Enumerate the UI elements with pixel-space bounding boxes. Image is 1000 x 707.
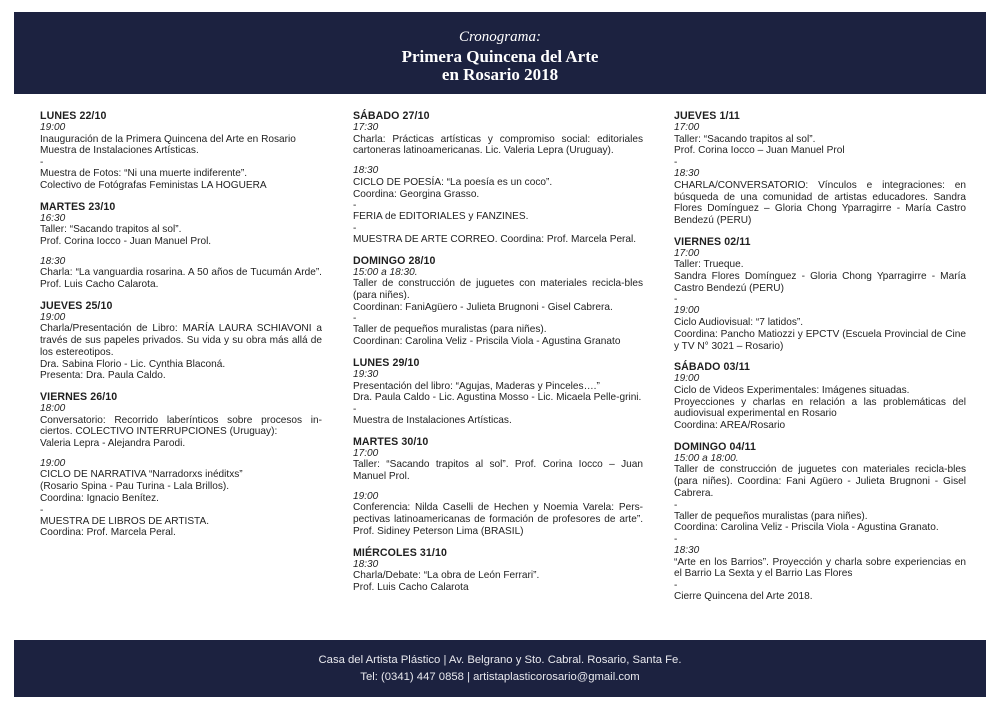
event-time: 17:00 [674, 247, 700, 259]
header-title-line1: Primera Quincena del Arte [401, 47, 599, 66]
event-time: 19:00 [40, 311, 66, 323]
event-text: Conversatorio: Recorrido laberínticos sobre procesos in-ciertos. COLECTIVO INTERRUPCIONES (Uruguay): [40, 414, 322, 438]
event-text: Coordina: Georgina Grasso. [353, 188, 480, 200]
separator-dash: - [40, 157, 44, 169]
event-text: Taller de pequeños muralistas (para niñes). [353, 324, 547, 336]
event-time: 17:00 [353, 447, 379, 459]
day-title: MARTES 30/10 [353, 435, 429, 448]
day-title: VIERNES 26/10 [40, 390, 118, 403]
day-entry [40, 300, 322, 382]
event-time: 16:30 [40, 212, 66, 224]
event-time: 19:00 [674, 373, 700, 385]
day-entry [40, 201, 322, 291]
event-text: “Arte en los Barrios”. Proyección y charla sobre experiencias en el Barrio La Sexta y el Barrio Las Flores [674, 556, 966, 580]
event-time: 17:00 [674, 122, 700, 133]
day-title: JUEVES 1/11 [674, 110, 740, 122]
day-entry [674, 236, 966, 353]
event-text: Taller: “Sacando trapitos al sol”. [674, 133, 816, 145]
event-text: Prof. Luis Cacho Calarota [353, 581, 469, 593]
event-text: Presenta: Dra. Paula Caldo. [40, 370, 166, 382]
day-title: VIERNES 02/11 [674, 235, 751, 248]
event-time: 18:30 [353, 165, 379, 177]
day-title: DOMINGO 04/11 [674, 440, 756, 453]
event-text: Sandra Flores Domínguez - Gloria Chong Yparragirre - María Castro Bendezú (PERU) [674, 271, 966, 294]
event-text: MUESTRA DE ARTE CORREO. Coordina: Prof. Marcela Peral. [353, 233, 637, 245]
event-time: 18:30 [674, 544, 700, 556]
event-text: Presentación del libro: “Agujas, Maderas y Pinceles….” [353, 380, 600, 392]
day-entry [353, 110, 643, 246]
event-text: Coordina: Pancho Matiozzi y EPCTV (Escuela Provincial de Cine y TV N° 3021 – Rosario) [674, 328, 966, 352]
event-text: CICLO DE POESÍA: “La poesía es un coco”. [353, 176, 553, 188]
day-title: LUNES 29/10 [353, 356, 420, 369]
event-text: Dra. Sabina Florio - Lic. Cynthia Blaconá. [40, 358, 226, 370]
event-text: Coordinan: FaniAgüero - Julieta Brugnoni - Gisel Cabrera. [353, 301, 613, 313]
schedule-column-2 [353, 110, 643, 603]
event-time: 19:00 [353, 490, 379, 502]
day-title: JUEVES 25/10 [40, 299, 113, 312]
event-text: Dra. Paula Caldo - Lic. Agustina Mosso - Lic. Micaela Pelle-grini. [353, 392, 642, 404]
header-title-line2: en Rosario 2018 [441, 65, 559, 84]
spacer [40, 248, 322, 256]
event-text: Charla/Debate: “La obra de León Ferrari”. [353, 570, 540, 582]
event-text: MUESTRA DE LIBROS DE ARTISTA. [40, 515, 210, 527]
event-text: Coordina: Prof. Marcela Peral. [40, 527, 176, 539]
event-text: Taller: “Sacando trapitos al sol”. Prof. Corina Iocco – Juan Manuel Prol. [353, 459, 643, 483]
schedule-columns [0, 110, 1000, 630]
spacer [353, 483, 643, 491]
event-text: Coordina: Ignacio Benítez. [40, 492, 159, 504]
event-text: Taller de pequeños muralistas (para niñes). [674, 510, 868, 522]
event-time: 15:00 a 18:30. [353, 266, 418, 278]
day-entry [353, 547, 643, 594]
event-text: Taller de construcción de juguetes con materiales recicla-bles (para niñes). [353, 278, 643, 302]
event-text: Coordina: AREA/Rosario [674, 420, 786, 432]
event-text: Charla/Presentación de Libro: MARÍA LAURA SCHIAVONI a través de sus papeles privados. Su vida y su obra más allá de los estereotipos. [40, 323, 322, 358]
event-text: CHARLA/CONVERSATORIO: Vínculos e integraciones: en búsqueda de una comunidad de artistas educadores. Sandra Flores Domínguez – Gloria Chong Yparragirre - María Castro Bendezú (PERU) [674, 179, 966, 226]
separator-dash: - [674, 580, 678, 592]
event-time: 18:30 [40, 255, 66, 267]
event-time: 15:00 a 18:00. [674, 452, 739, 464]
separator-dash: - [353, 200, 357, 212]
day-entry [353, 255, 643, 348]
event-text: Inauguración de la Primera Quincena del Arte en Rosario [40, 133, 296, 145]
event-time: 18:30 [353, 558, 379, 570]
spacer [40, 450, 322, 458]
day-entry [353, 436, 643, 538]
footer-banner [14, 640, 986, 697]
event-text: Charla: Prácticas artísticas y compromiso social: editoriales cartoneras latinoamericanas. Lic. Valeria Lepra (Uruguay). [353, 133, 643, 157]
day-entry [40, 391, 322, 539]
event-text: Muestra de Instalaciones Artísticas. [40, 145, 199, 157]
day-title: SÁBADO 03/11 [674, 361, 750, 374]
event-time: 19:00 [674, 305, 700, 317]
separator-dash: - [674, 294, 678, 306]
event-text: Charla: “La vanguardia rosarina. A 50 años de Tucumán Arde”. Prof. Luis Cacho Calarota. [40, 267, 322, 291]
day-entry [674, 441, 966, 603]
day-title: MIÉRCOLES 31/10 [353, 546, 447, 559]
event-time: 18:00 [40, 402, 66, 414]
separator-dash: - [353, 222, 357, 234]
spacer [353, 157, 643, 165]
event-text: Coordinan: Carolina Veliz - Priscila Viola - Agustina Granato [353, 336, 621, 348]
header-kicker: Cronograma: [459, 29, 541, 45]
event-text: Conferencia: Nilda Caselli de Hechen y Noemia Varela: Pers-pectivas latinoamericanas de formación de profesores de arte”. Prof. Sidiney Peterson Lima (BRASIL) [353, 502, 643, 537]
event-text: Prof. Corina Iocco – Juan Manuel Prol [674, 145, 845, 157]
day-title: DOMINGO 28/10 [353, 254, 436, 267]
separator-dash: - [674, 533, 678, 545]
day-entry [674, 361, 966, 432]
header-banner [14, 12, 986, 94]
event-text: Ciclo Audiovisual: “7 latidos”. [674, 317, 804, 329]
separator-dash: - [40, 504, 44, 516]
event-time: 19:00 [40, 122, 66, 133]
event-text: Muestra de Instalaciones Artísticas. [353, 414, 512, 426]
separator-dash: - [353, 403, 357, 415]
day-title: MARTES 23/10 [40, 200, 116, 213]
day-entry [40, 110, 322, 192]
event-text: Taller: Trueque. [674, 259, 744, 271]
event-text: Prof. Corina Iocco - Juan Manuel Prol. [40, 235, 212, 247]
footer-contact: Tel: (0341) 447 0858 | artistaplasticorosario@gmail.com [360, 671, 640, 683]
day-entry [353, 357, 643, 427]
event-text: Coordina: Carolina Veliz - Priscila Viola - Agustina Granato. [674, 522, 939, 534]
day-title: SÁBADO 27/10 [353, 110, 430, 122]
event-text: Taller: “Sacando trapitos al sol”. [40, 224, 182, 236]
event-text: Muestra de Fotos: “Ni una muerte indiferente”. [40, 168, 248, 180]
event-text: FERIA de EDITORIALES y FANZINES. [353, 211, 529, 223]
event-time: 18:30 [674, 168, 700, 180]
schedule-column-1 [40, 110, 322, 548]
separator-dash: - [674, 499, 678, 511]
footer-address: Casa del Artista Plástico | Av. Belgrano y Sto. Cabral. Rosario, Santa Fe. [318, 654, 682, 666]
separator-dash: - [674, 157, 678, 169]
event-time: 17:30 [353, 122, 379, 133]
event-text: Proyecciones y charlas en relación a las problemáticas del audiovisual experimental en Rosario [674, 396, 966, 420]
event-text: CICLO DE NARRATIVA “Narradorxs inéditxs” [40, 469, 243, 481]
event-text: Ciclo de Videos Experimentales: Imágenes situadas. [674, 384, 910, 396]
event-text: Taller de construcción de juguetes con materiales recicla-bles (para niñes). Coordina: Fani Agüero - Julieta Brugnoni - Gisel Cabrera. [674, 464, 966, 499]
schedule-column-3 [674, 110, 966, 612]
day-title: LUNES 22/10 [40, 110, 107, 122]
event-text: Colectivo de Fotógrafas Feministas LA HOGUERA [40, 179, 267, 191]
event-time: 19:00 [40, 457, 66, 469]
separator-dash: - [353, 313, 357, 325]
day-entry [674, 110, 966, 227]
event-text: (Rosario Spina - Pau Turina - Lala Brillos). [40, 481, 230, 493]
event-text: Cierre Quincena del Arte 2018. [674, 591, 813, 603]
event-text: Valeria Lepra - Alejandra Parodi. [40, 438, 186, 450]
event-time: 19:30 [353, 368, 379, 380]
